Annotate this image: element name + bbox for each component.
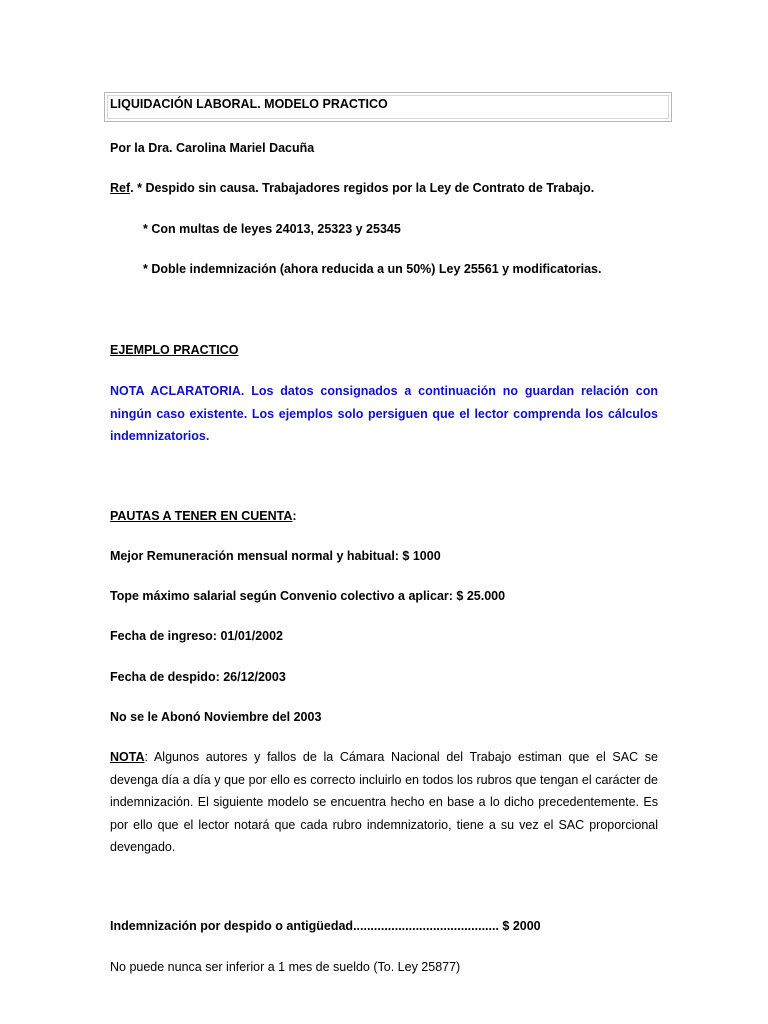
ref-item-2: * Con multas de leyes 24013, 25323 y 25345 bbox=[143, 222, 401, 236]
guideline-item: Mejor Remuneración mensual normal y habitual: $ 1000 bbox=[110, 549, 441, 563]
guidelines-heading: PAUTAS A TENER EN CUENTA bbox=[110, 509, 293, 523]
guideline-item: No se le Abonó Noviembre del 2003 bbox=[110, 710, 322, 724]
guideline-item: Fecha de ingreso: 01/01/2002 bbox=[110, 629, 284, 643]
note-label: NOTA bbox=[110, 750, 145, 764]
ref-item-3: * Doble indemnización (ahora reducida a un 50%) Ley 25561 y modificatorias. bbox=[143, 262, 602, 276]
note-text: : Algunos autores y fallos de la Cámara Nacional del Trabajo estiman que el SAC se devenga día a día y que por ello es correcto incluirlo en todos los rubros que tengan el carácter de indemnización. El siguiente modelo se encuentra hecho en base a lo dicho precedentemente. Es por ello que el lector notará que cada rubro indemnizatorio, tiene a su vez el SAC proporcional devengado. bbox=[110, 750, 658, 854]
guidelines-heading-line bbox=[110, 509, 297, 523]
note-paragraph bbox=[110, 746, 658, 859]
ref-line-1 bbox=[110, 181, 594, 195]
ref-punct: . bbox=[130, 181, 134, 195]
guideline-item: Tope máximo salarial según Convenio colectivo a aplicar: $ 25.000 bbox=[110, 589, 506, 603]
indemnity-line: Indemnización por despido o antigüedad.......................................... $ 2000 bbox=[110, 919, 541, 933]
document-title: LIQUIDACIÓN LABORAL. MODELO PRACTICO bbox=[110, 97, 388, 111]
author-line: Por la Dra. Carolina Mariel Dacuña bbox=[110, 141, 315, 155]
guideline-item: Fecha de despido: 26/12/2003 bbox=[110, 670, 286, 684]
example-heading: EJEMPLO PRACTICO bbox=[110, 343, 239, 357]
ref-label: Ref bbox=[110, 181, 131, 195]
guidelines-colon: : bbox=[292, 509, 297, 523]
clarifying-note: NOTA ACLARATORIA. Los datos consignados a continuación no guardan relación con ningún caso existente. Los ejemplos solo persiguen que el lector comprenda los cálculos indemnizatorios. bbox=[110, 384, 658, 443]
ref-item-1: * Despido sin causa. Trabajadores regidos por la Ley de Contrato de Trabajo. bbox=[133, 181, 595, 195]
indemnity-note: No puede nunca ser inferior a 1 mes de sueldo (To. Ley 25877) bbox=[110, 960, 461, 974]
